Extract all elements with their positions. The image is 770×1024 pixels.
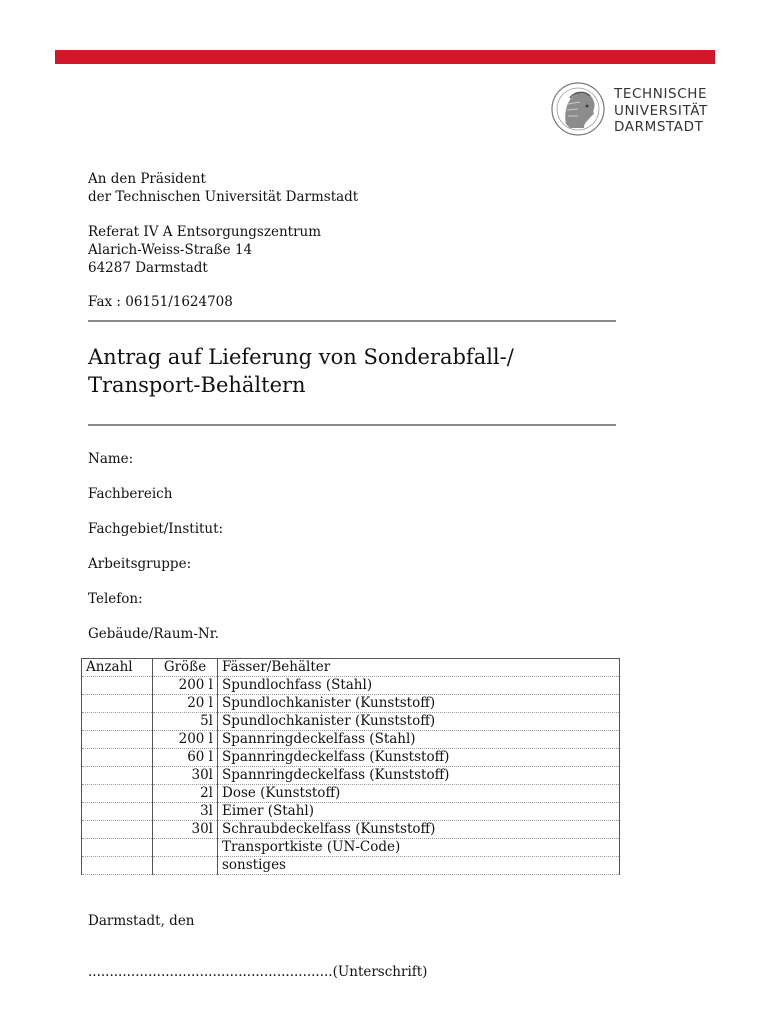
table-row xyxy=(82,695,620,713)
signature-line: .........................................................(Unterschrift) xyxy=(88,964,428,980)
field-name-label: Name: xyxy=(88,451,134,467)
recipient-line-4: Alarich-Weiss-Straße 14 xyxy=(88,242,253,258)
table-row xyxy=(82,839,620,857)
size-cell xyxy=(153,839,218,857)
container-type-cell: Spannringdeckelfass (Kunststoff) xyxy=(218,749,620,767)
quantity-cell[interactable] xyxy=(82,821,153,839)
size-cell: 5l xyxy=(153,713,218,731)
size-cell xyxy=(153,857,218,875)
fax-number: Fax : 06151/1624708 xyxy=(88,294,233,310)
quantity-cell[interactable] xyxy=(82,767,153,785)
table-row xyxy=(82,857,620,875)
recipient-line-5: 64287 Darmstadt xyxy=(88,260,208,276)
document-title: Antrag auf Lieferung von Sonderabfall-/ Transport-Behältern xyxy=(88,345,514,397)
athena-seal-icon xyxy=(550,80,606,138)
container-type-cell: sonstiges xyxy=(218,857,620,875)
table-row xyxy=(82,749,620,767)
recipient-line-3: Referat IV A Entsorgungszentrum xyxy=(88,224,322,240)
container-type-cell: Transportkiste (UN-Code) xyxy=(218,839,620,857)
logo-line-1: TECHNISCHE xyxy=(614,86,708,102)
table-row xyxy=(82,677,620,695)
table-row xyxy=(82,785,620,803)
logo-line-2: UNIVERSITÄT xyxy=(614,102,708,119)
size-cell: 200 l xyxy=(153,731,218,749)
quantity-cell[interactable] xyxy=(82,803,153,821)
container-type-cell: Dose (Kunststoff) xyxy=(218,785,620,803)
field-fachbereich-label: Fachbereich xyxy=(88,486,173,502)
size-cell: 200 l xyxy=(153,677,218,695)
quantity-cell[interactable] xyxy=(82,749,153,767)
quantity-cell[interactable] xyxy=(82,857,153,875)
logo-wordmark xyxy=(614,86,708,136)
place-date-label: Darmstadt, den xyxy=(88,913,195,929)
logo-line-3: DARMSTADT xyxy=(614,119,704,135)
recipient-block-2 xyxy=(88,223,321,277)
header-groesse: Größe xyxy=(153,659,218,677)
field-telefon-label: Telefon: xyxy=(88,591,143,607)
table-header-row xyxy=(82,659,620,677)
field-arbeitsgruppe-label: Arbeitsgruppe: xyxy=(88,556,192,572)
table-row xyxy=(82,821,620,839)
field-fachgebiet-label: Fachgebiet/Institut: xyxy=(88,521,224,537)
size-cell: 20 l xyxy=(153,695,218,713)
container-type-cell: Spundlochkanister (Kunststoff) xyxy=(218,713,620,731)
quantity-cell[interactable] xyxy=(82,731,153,749)
container-type-cell: Eimer (Stahl) xyxy=(218,803,620,821)
quantity-cell[interactable] xyxy=(82,677,153,695)
size-cell: 2l xyxy=(153,785,218,803)
table-row xyxy=(82,731,620,749)
field-gebaeude-label: Gebäude/Raum-Nr. xyxy=(88,626,219,642)
university-logo xyxy=(550,80,720,144)
container-type-cell: Spundlochkanister (Kunststoff) xyxy=(218,695,620,713)
recipient-line-2: der Technischen Universität Darmstadt xyxy=(88,189,359,205)
divider-bottom xyxy=(88,424,616,426)
quantity-cell[interactable] xyxy=(82,695,153,713)
size-cell: 3l xyxy=(153,803,218,821)
header-red-bar xyxy=(55,50,715,64)
table-row xyxy=(82,803,620,821)
quantity-cell[interactable] xyxy=(82,713,153,731)
recipient-line-1: An den Präsident xyxy=(88,171,206,187)
quantity-cell[interactable] xyxy=(82,785,153,803)
container-type-cell: Spannringdeckelfass (Kunststoff) xyxy=(218,767,620,785)
container-type-cell: Spundlochfass (Stahl) xyxy=(218,677,620,695)
size-cell: 60 l xyxy=(153,749,218,767)
table-row xyxy=(82,767,620,785)
quantity-cell[interactable] xyxy=(82,839,153,857)
size-cell: 30l xyxy=(153,821,218,839)
divider-top xyxy=(88,320,616,322)
container-order-table xyxy=(81,658,620,875)
header-anzahl: Anzahl xyxy=(82,659,153,677)
header-behaelter: Fässer/Behälter xyxy=(218,659,620,677)
recipient-block-1 xyxy=(88,170,358,206)
table-row xyxy=(82,713,620,731)
fax-line xyxy=(88,293,233,311)
size-cell: 30l xyxy=(153,767,218,785)
container-type-cell: Spannringdeckelfass (Stahl) xyxy=(218,731,620,749)
container-type-cell: Schraubdeckelfass (Kunststoff) xyxy=(218,821,620,839)
